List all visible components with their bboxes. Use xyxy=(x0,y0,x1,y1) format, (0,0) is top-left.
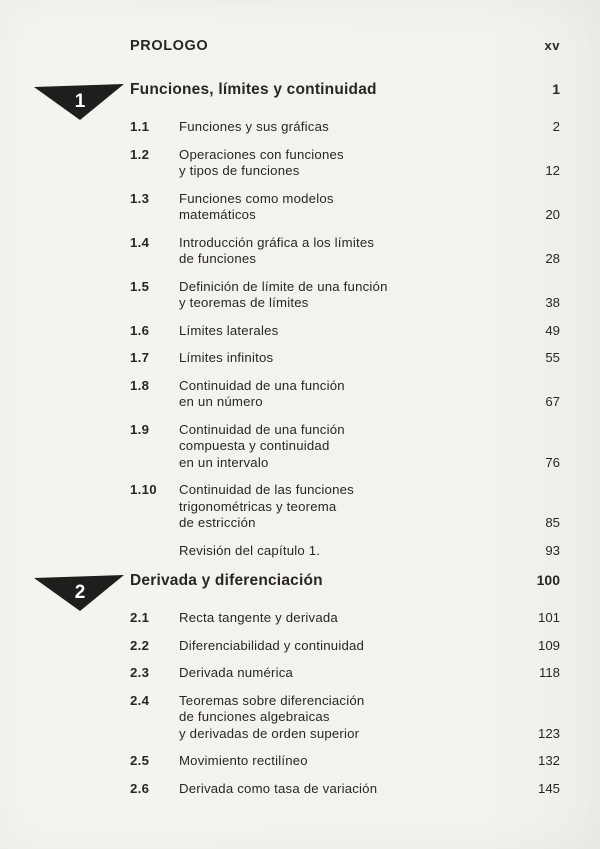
toc-entry-line: en un número xyxy=(179,394,263,409)
toc-entry-line: de funciones xyxy=(179,251,257,266)
section-title xyxy=(179,753,524,770)
chapter-heading-row xyxy=(74,81,560,112)
section-list xyxy=(130,610,560,797)
toc-entry xyxy=(130,543,560,560)
svg-text:2: 2 xyxy=(74,582,86,603)
section-title xyxy=(179,665,524,682)
section-number: 1.8 xyxy=(130,377,150,393)
section-title xyxy=(179,610,524,627)
toc-entry-line: trigonométricas y teorema xyxy=(179,498,337,514)
toc-entry-line: Límites laterales xyxy=(179,322,279,338)
section-number: 2.2 xyxy=(130,637,150,653)
page-number: 145 xyxy=(537,780,560,796)
page-number: 93 xyxy=(545,542,560,558)
page-number: 49 xyxy=(545,322,560,338)
page-number: 1 xyxy=(552,81,560,97)
toc-entry-line: Continuidad de las funciones xyxy=(179,482,354,497)
svg-text:1: 1 xyxy=(74,91,86,112)
toc-content xyxy=(74,38,560,808)
page-number: 67 xyxy=(545,394,560,409)
toc-entry xyxy=(130,693,560,743)
toc-entry xyxy=(130,665,560,682)
section-number: 1.7 xyxy=(130,350,150,365)
section-title xyxy=(179,638,524,655)
section-title xyxy=(179,693,524,743)
page-number: 28 xyxy=(545,251,560,266)
chapter-block xyxy=(74,81,560,559)
section-title xyxy=(179,279,524,312)
section-title xyxy=(179,543,524,560)
section-title xyxy=(179,378,524,411)
section-number: 1.5 xyxy=(130,278,150,294)
page-number: 123 xyxy=(537,725,560,741)
toc-entry-line: Movimiento rectilíneo xyxy=(179,753,308,768)
page-number: 55 xyxy=(545,350,560,365)
section-title xyxy=(179,350,524,367)
toc-entry xyxy=(130,378,560,411)
page-number: 76 xyxy=(545,454,560,470)
header-page-number: xv xyxy=(544,38,560,53)
toc-entry xyxy=(130,119,560,136)
page-number: 132 xyxy=(537,753,560,768)
chapter-list xyxy=(74,81,560,797)
toc-entry-line: Operaciones con funciones xyxy=(179,146,344,162)
toc-entry-line: Derivada como tasa de variación xyxy=(179,780,378,796)
section-title xyxy=(179,781,524,798)
section-title xyxy=(179,422,524,472)
section-number: 1.4 xyxy=(130,234,150,250)
toc-header xyxy=(130,38,560,54)
section-number: 1.1 xyxy=(130,119,150,134)
toc-entry-line: de funciones algebraicas xyxy=(179,709,330,724)
toc-entry-line: y derivadas de orden superior xyxy=(179,725,360,741)
toc-entry xyxy=(130,323,560,340)
section-number: 2.3 xyxy=(130,665,150,680)
toc-entry-line: Recta tangente y derivada xyxy=(179,610,338,625)
toc-entry-line: Continuidad de una función xyxy=(179,377,345,393)
toc-entry-line: de estricción xyxy=(179,515,256,530)
section-number: 2.4 xyxy=(130,692,150,708)
section-number: 1.9 xyxy=(130,421,150,437)
toc-entry-line: Diferenciabilidad y continuidad xyxy=(179,637,365,653)
section-number xyxy=(130,543,179,560)
toc-entry xyxy=(130,147,560,180)
page-number: 20 xyxy=(545,207,560,222)
toc-entry xyxy=(130,350,560,367)
toc-entry xyxy=(130,235,560,268)
chapter-marker-icon xyxy=(33,574,125,612)
toc-entry-line: Continuidad de una función xyxy=(179,421,345,437)
page-number: 38 xyxy=(545,295,560,310)
toc-entry-line: Definición de límite de una función xyxy=(179,278,388,294)
section-number: 2.6 xyxy=(130,780,150,796)
page-number: 2 xyxy=(552,119,560,134)
toc-entry-line: y tipos de funciones xyxy=(179,163,300,178)
page-number: 109 xyxy=(537,637,560,653)
section-number: 2.5 xyxy=(130,753,150,768)
toc-entry-line: matemáticos xyxy=(179,207,256,222)
toc-entry-line: Revisión del capítulo 1. xyxy=(179,542,321,558)
toc-entry-line: Derivada numérica xyxy=(179,665,294,680)
toc-entry xyxy=(130,279,560,312)
page-number: 100 xyxy=(536,572,560,588)
chapter-heading-row xyxy=(74,572,560,603)
section-title xyxy=(179,323,524,340)
section-title xyxy=(179,191,524,224)
section-number: 1.6 xyxy=(130,322,150,338)
section-number: 1.10 xyxy=(130,482,157,497)
chapter-block xyxy=(74,572,560,797)
chapter-title: Derivada y diferenciación xyxy=(130,572,323,589)
page-title: PROLOGO xyxy=(130,38,209,54)
toc-entry-line: compuesta y continuidad xyxy=(179,438,330,453)
section-number: 2.1 xyxy=(130,610,150,625)
page-number: 101 xyxy=(537,610,560,625)
toc-entry xyxy=(130,753,560,770)
chapter-title: Funciones, límites y continuidad xyxy=(130,81,377,98)
section-title xyxy=(179,119,524,136)
section-title xyxy=(179,147,524,180)
toc-entry xyxy=(130,482,560,532)
toc-entry xyxy=(130,781,560,798)
page-number: 118 xyxy=(538,665,560,680)
section-title xyxy=(179,482,524,532)
section-number: 1.3 xyxy=(130,190,150,206)
toc-entry-line: Funciones como modelos xyxy=(179,190,334,206)
toc-entry-line: en un intervalo xyxy=(179,454,269,470)
toc-entry-line: Funciones y sus gráficas xyxy=(179,119,329,134)
toc-entry xyxy=(130,638,560,655)
toc-entry-line: Introducción gráfica a los límites xyxy=(179,234,375,250)
page-number: 85 xyxy=(545,515,560,530)
toc-entry xyxy=(130,610,560,627)
section-title xyxy=(179,235,524,268)
page-number: 12 xyxy=(545,163,560,178)
toc-entry-line: y teoremas de límites xyxy=(179,295,309,310)
toc-entry xyxy=(130,191,560,224)
chapter-marker-icon xyxy=(33,83,125,121)
toc-entry-line: Teoremas sobre diferenciación xyxy=(179,692,365,708)
section-number: 1.2 xyxy=(130,146,150,162)
section-list xyxy=(130,119,560,559)
toc-entry xyxy=(130,422,560,472)
toc-entry-line: Límites infinitos xyxy=(179,350,274,365)
